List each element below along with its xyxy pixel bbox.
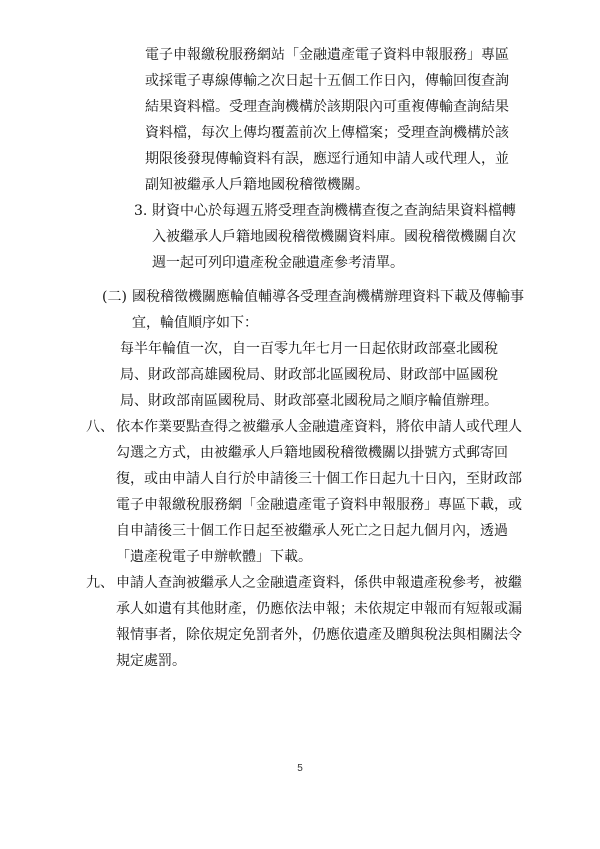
paragraph-line: 宜，輪值順序如下： xyxy=(132,315,258,331)
paragraph-line: 規定處罰。 xyxy=(116,653,186,669)
paragraph-line: 資料檔，每次上傳均覆蓋前次上傳檔案；受理查詢機構於該 xyxy=(145,125,509,141)
paragraph-line: 或採電子專線傳輸之次日起十五個工作日內，傳輸回復查詢 xyxy=(145,73,509,89)
paragraph-line: 週一起可列印遺產稅金融遺產參考清單。 xyxy=(152,255,404,271)
section-number: 九、 xyxy=(86,575,114,591)
section-number: (二) xyxy=(102,289,127,305)
paragraph-line: 結果資料檔。受理查詢機構於該期限內可重複傳輸查詢結果 xyxy=(145,99,509,115)
paragraph-line: 承人如遺有其他財產，仍應依法申報；未依規定申報而有短報或漏 xyxy=(116,601,522,617)
paragraph-line: 復，或由申請人自行於申請後三十個工作日起九十日內，至財政部 xyxy=(116,471,522,487)
paragraph-line: 「遺產稅電子申辦軟體」下載。 xyxy=(116,549,312,565)
paragraph-line: 申請人查詢被繼承人之金融遺產資料，係供申報遺產稅參考，被繼 xyxy=(116,575,522,591)
paragraph-line: 每半年輪值一次，自一百零九年七月一日起依財政部臺北國稅 xyxy=(120,341,498,357)
paragraph-line: 依本作業要點查得之被繼承人金融遺產資料，將依申請人或代理人 xyxy=(116,419,522,435)
item-number: 3. xyxy=(134,203,148,219)
paragraph-line: 財資中心於每週五將受理查詢機構查復之查詢結果資料檔轉 xyxy=(152,203,516,219)
paragraph-line: 入被繼承人戶籍地國稅稽徵機關資料庫。國稅稽徵機關自次 xyxy=(152,229,516,245)
page-number: 5 xyxy=(297,763,303,774)
paragraph-line: 副知被繼承人戶籍地國稅稽徵機關。 xyxy=(145,177,369,193)
paragraph-line: 報情事者，除依規定免罰者外，仍應依遺產及贈與稅法與相關法令 xyxy=(116,627,522,643)
paragraph-line: 局、財政部高雄國稅局、財政部北區國稅局、財政部中區國稅 xyxy=(120,367,498,383)
section-number: 八、 xyxy=(86,419,114,435)
paragraph-line: 期限後發現傳輸資料有誤，應逕行通知申請人或代理人，並 xyxy=(145,151,509,167)
paragraph-line: 國稅稽徵機關應輪值輔導各受理查詢機構辦理資料下載及傳輸事 xyxy=(132,289,524,305)
paragraph-line: 自申請後三十個工作日起至被繼承人死亡之日起九個月內，透過 xyxy=(116,523,508,539)
paragraph-line: 勾選之方式，由被繼承人戶籍地國稅稽徵機關以掛號方式郵寄回 xyxy=(116,445,508,461)
paragraph-line: 電子申報繳稅服務網站「金融遺產電子資料申報服務」專區 xyxy=(145,47,509,63)
paragraph-line: 電子申報繳稅服務網「金融遺產電子資料申報服務」專區下載，或 xyxy=(116,497,522,513)
paragraph-line: 局、財政部南區國稅局、財政部臺北國稅局之順序輪值辦理。 xyxy=(120,393,498,409)
